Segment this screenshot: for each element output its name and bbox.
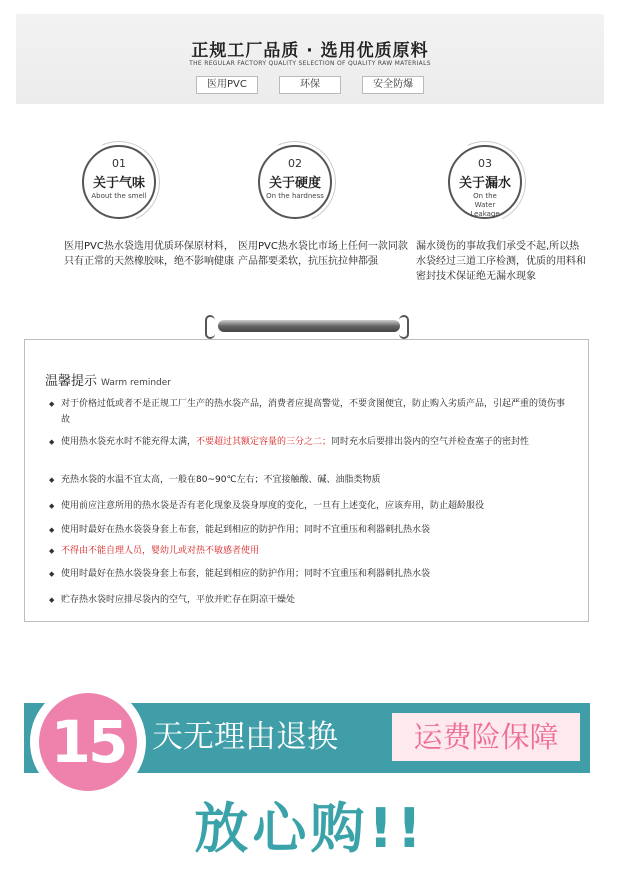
bullet-icon: ◆ bbox=[49, 438, 55, 446]
reminder-item: ◆ 使用时最好在热水袋袋身套上布套，能起到相应的防护作用；同时不宜重压和利器刺扎热水袋 bbox=[49, 522, 569, 538]
days-number: 15 bbox=[50, 708, 126, 776]
feature-title-en: On the Water Leakage bbox=[470, 192, 500, 218]
bullet-icon: ◆ bbox=[49, 547, 55, 555]
warm-reminder-box bbox=[24, 339, 589, 622]
reminder-title-cn: 温馨提示 bbox=[45, 374, 98, 389]
banner-subtitle: THE REGULAR FACTORY QUALITY SELECTION OF QUALITY RAW MATERIALS bbox=[189, 60, 431, 67]
feature-description: 医用PVC热水袋选用优质环保原材料，只有正常的天然橡胶味，绝不影响健康 bbox=[64, 241, 234, 267]
reminder-item: ◆ 充热水袋的水温不宜太高，一般在80~90℃左右；不宜接触酸、碱、油脂类物质 bbox=[49, 472, 569, 488]
banner-tags bbox=[16, 72, 604, 94]
feature-leakage bbox=[416, 145, 586, 284]
feature-title: 关于硬度 bbox=[268, 176, 321, 191]
tag-explosion-proof: 安全防爆 bbox=[362, 76, 424, 94]
bullet-icon: ◆ bbox=[49, 570, 55, 578]
feature-number: 01 bbox=[112, 157, 126, 170]
reminder-item: ◆ 使用时最好在热水袋袋身套上布套，能起到相应的防护作用；同时不宜重压和利器刺扎热水袋 bbox=[49, 566, 569, 582]
shipping-insurance-text: 运费险保障 bbox=[413, 720, 559, 754]
feature-hardness bbox=[238, 145, 408, 269]
bullet-icon: ◆ bbox=[49, 596, 55, 604]
buy-with-confidence: 放心购!! bbox=[194, 797, 426, 860]
tag-medical-pvc: 医用PVC bbox=[196, 76, 258, 94]
feature-title: 关于气味 bbox=[92, 176, 145, 191]
feature-description: 医用PVC热水袋比市场上任何一款同款产品都要柔软，抗压抗拉伸都强 bbox=[238, 241, 408, 267]
feature-leakage-circle bbox=[448, 145, 522, 219]
feature-hardness-circle bbox=[258, 145, 332, 219]
reminder-item: ◆ 贮存热水袋时应排尽袋内的空气，平放并贮存在阴凉干燥处 bbox=[49, 592, 569, 608]
tag-eco: 环保 bbox=[279, 76, 341, 94]
reminder-title bbox=[45, 370, 171, 389]
reminder-item: ◆ 使用前应注意所用的热水袋是否有老化现象及袋身厚度的变化，一旦有上述变化，应该弃用，防止超龄服役 bbox=[49, 498, 569, 514]
return-policy-text: 天无理由退换 bbox=[152, 719, 338, 755]
warning-text: 不得由不能自理人员，婴幼儿或对热不敏感者使用 bbox=[61, 546, 260, 556]
feature-title-en: About the smell bbox=[91, 192, 147, 200]
clip-right-icon bbox=[399, 315, 409, 339]
bullet-icon: ◆ bbox=[49, 526, 55, 534]
feature-number: 02 bbox=[288, 157, 302, 170]
bullet-icon: ◆ bbox=[49, 502, 55, 510]
feature-number: 03 bbox=[478, 157, 492, 170]
warning-text: 不要超过其额定容量的三分之二； bbox=[196, 437, 332, 447]
reminder-item bbox=[49, 543, 569, 559]
feature-smell-circle bbox=[82, 145, 156, 219]
reminder-item: ◆ 对于价格过低或者不是正规工厂生产的热水袋产品，消费者应提高警觉，不要贪图便宜，防止购入劣质产品，引起严重的烫伤事故 bbox=[49, 396, 569, 428]
bullet-icon: ◆ bbox=[49, 400, 55, 408]
clipboard-clip-icon bbox=[218, 320, 400, 332]
clip-left-icon bbox=[205, 315, 215, 339]
feature-smell bbox=[64, 145, 234, 269]
days-badge bbox=[39, 693, 137, 791]
feature-title-en: On the hardness bbox=[266, 192, 324, 200]
quality-banner bbox=[16, 14, 604, 104]
bullet-icon: ◆ bbox=[49, 476, 55, 484]
reminder-title-en: Warm reminder bbox=[101, 378, 171, 388]
feature-description: 漏水烫伤的事故我们承受不起,所以热水袋经过三道工序检测，优质的用料和密封技术保证绝无漏水现象 bbox=[416, 241, 586, 282]
feature-title: 关于漏水 bbox=[458, 176, 511, 191]
reminder-item: ◆ 使用热水袋充水时不能充得太满，不要超过其额定容量的三分之二；同时充水后要排出袋内的空气并检查塞子的密封性 bbox=[49, 434, 569, 450]
banner-title: 正规工厂品质 · 选用优质原料 bbox=[191, 41, 429, 61]
